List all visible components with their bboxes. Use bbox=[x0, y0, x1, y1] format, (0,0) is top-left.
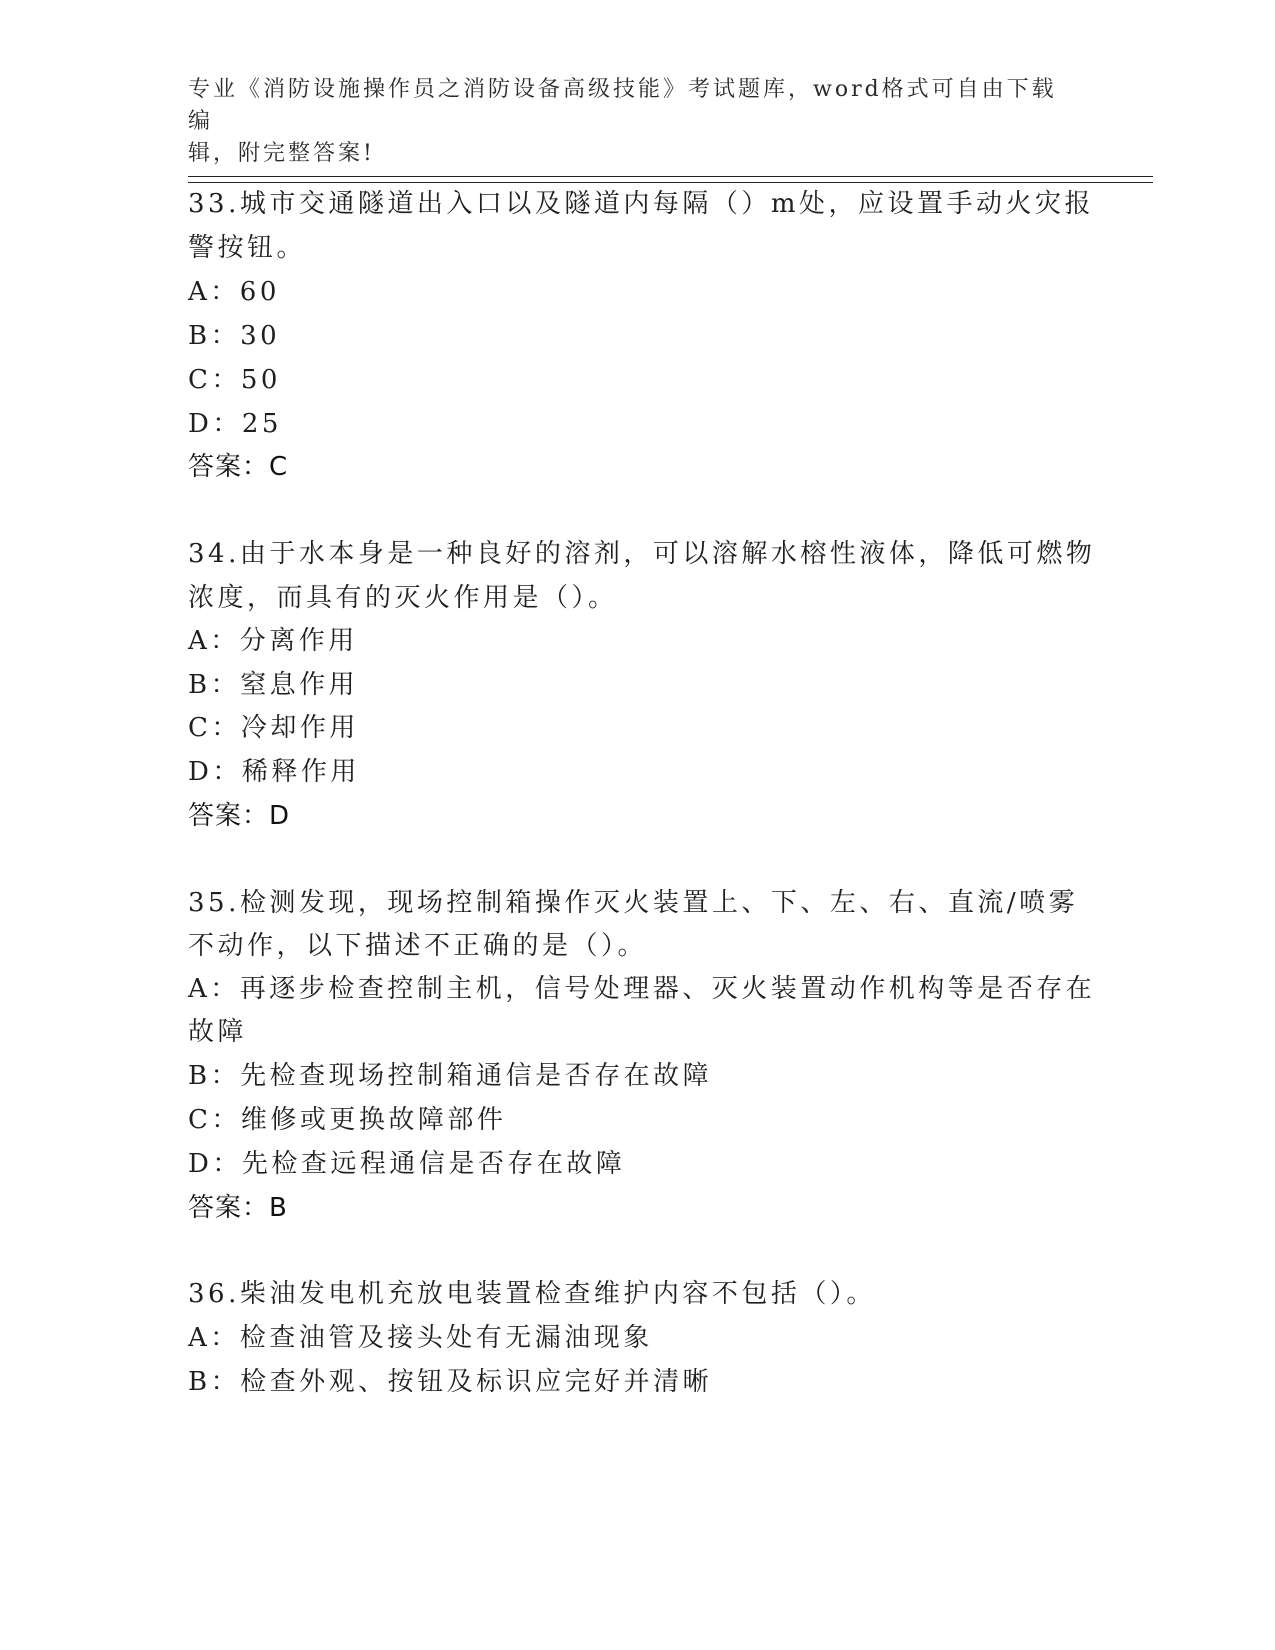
option-d: D：稀释作用 bbox=[188, 757, 360, 787]
option-b: B：窒息作用 bbox=[188, 670, 359, 700]
option-d: D：先检查远程通信是否存在故障 bbox=[188, 1149, 626, 1179]
option-d: D：25 bbox=[188, 409, 282, 439]
header-line-1: 专业《消防设施操作员之消防设备高级技能》考试题库，word格式可自由下载编 bbox=[188, 77, 1057, 134]
question-stem-line: 35.检测发现，现场控制箱操作灭火装置上、下、左、右、直流/喷雾 bbox=[188, 888, 1079, 918]
option-a-continuation: 故障 bbox=[188, 1017, 248, 1047]
option-c: C：50 bbox=[188, 365, 281, 395]
option-c: C：冷却作用 bbox=[188, 713, 359, 743]
question-stem-line: 33.城市交通隧道出入口以及隧道内每隔（）m处，应设置手动火灾报 bbox=[188, 189, 1095, 219]
document-header bbox=[188, 74, 1078, 170]
question-stem-line: 36.柴油发电机充放电装置检查维护内容不包括（）。 bbox=[188, 1279, 876, 1309]
option-a: A：分离作用 bbox=[188, 626, 358, 656]
option-b: B：检查外观、按钮及标识应完好并清晰 bbox=[188, 1367, 713, 1397]
header-divider-bottom bbox=[188, 182, 1153, 183]
option-a: A：60 bbox=[188, 277, 280, 307]
option-a: A：检查油管及接头处有无漏油现象 bbox=[188, 1323, 653, 1353]
answer-line: 答案：D bbox=[188, 801, 291, 831]
question-stem-line: 警按钮。 bbox=[188, 233, 307, 263]
answer-line: 答案：C bbox=[188, 452, 289, 482]
answer-line: 答案：B bbox=[188, 1193, 288, 1223]
header-divider-top bbox=[188, 176, 1153, 177]
question-stem-line: 不动作，以下描述不正确的是（）。 bbox=[188, 931, 648, 961]
question-stem-line: 浓度，而具有的灭火作用是（）。 bbox=[188, 583, 618, 613]
option-a: A：再逐步检查控制主机，信号处理器、灭火装置动作机构等是否存在 bbox=[188, 974, 1096, 1004]
question-stem-line: 34.由于水本身是一种良好的溶剂，可以溶解水榕性液体，降低可燃物 bbox=[188, 539, 1096, 569]
header-line-2: 辑，附完整答案! bbox=[188, 141, 375, 166]
option-b: B：先检查现场控制箱通信是否存在故障 bbox=[188, 1061, 713, 1091]
option-c: C：维修或更换故障部件 bbox=[188, 1105, 507, 1135]
option-b: B：30 bbox=[188, 321, 281, 351]
